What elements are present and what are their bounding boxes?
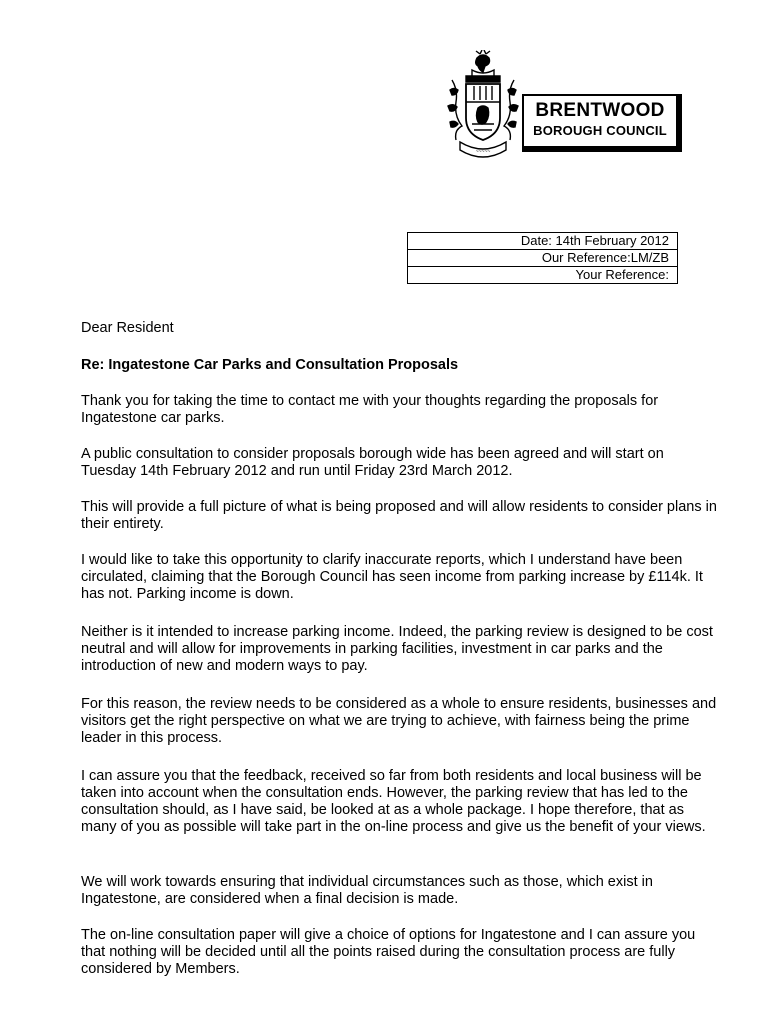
letter-paragraph: I can assure you that the feedback, received so far from both residents and local business will be taken into account when the consultation ends. However, the parking review that has led to the consultation should, as I have said, be looked at as a whole package. I hope therefore, that as many of you as possible will take part in the on-line process and give us the benefit of your views. — [81, 768, 706, 835]
reference-box — [407, 232, 678, 284]
salutation: Dear Resident — [81, 320, 174, 336]
council-subtitle: BOROUGH COUNCIL — [533, 123, 667, 138]
subject-line: Re: Ingatestone Car Parks and Consultation Proposals — [81, 357, 459, 373]
letter-paragraph: Neither is it intended to increase parking income. Indeed, the parking review is designed to be cost neutral and will allow for improvements in parking facilities, investment in car parks and the introduction of new and modern ways to pay. — [81, 624, 713, 674]
our-reference: Our Reference:LM/ZB — [408, 250, 678, 267]
svg-text:~~~~~: ~~~~~ — [475, 149, 491, 155]
letter-paragraph: This will provide a full picture of what is being proposed and will allow residents to consider plans in their entirety. — [81, 499, 717, 532]
letter-paragraph: The on-line consultation paper will give a choice of options for Ingatestone and I can assure you that nothing will be decided until all the points raised during the consultation process are fully considered by Members. — [81, 927, 696, 977]
letter-paragraph: We will work towards ensuring that individual circumstances such as those, which exist in Ingatestone, are considered when a final decision is made. — [81, 874, 653, 907]
letter-paragraph: For this reason, the review needs to be considered as a whole to ensure residents, businesses and visitors get the right perspective on what we are trying to achieve, with fairness being the prime leader in this process. — [81, 696, 717, 746]
council-logo — [444, 50, 688, 168]
council-nameplate — [522, 94, 682, 152]
letter-paragraph: Thank you for taking the time to contact me with your thoughts regarding the proposals for Ingatestone car parks. — [81, 393, 659, 426]
council-name: BRENTWOOD — [535, 100, 665, 121]
your-reference: Your Reference: — [408, 267, 678, 284]
council-crest-icon — [444, 50, 522, 168]
letter-paragraph: I would like to take this opportunity to clarify inaccurate reports, which I understand have been circulated, claiming that the Borough Council has seen income from parking increase by £114k. It has not. Parking income is down. — [81, 552, 703, 602]
letter-paragraph: A public consultation to consider proposals borough wide has been agreed and will start on Tuesday 14th February 2012 and run until Friday 23rd March 2012. — [81, 446, 664, 479]
letter-date: Date: 14th February 2012 — [408, 233, 678, 250]
